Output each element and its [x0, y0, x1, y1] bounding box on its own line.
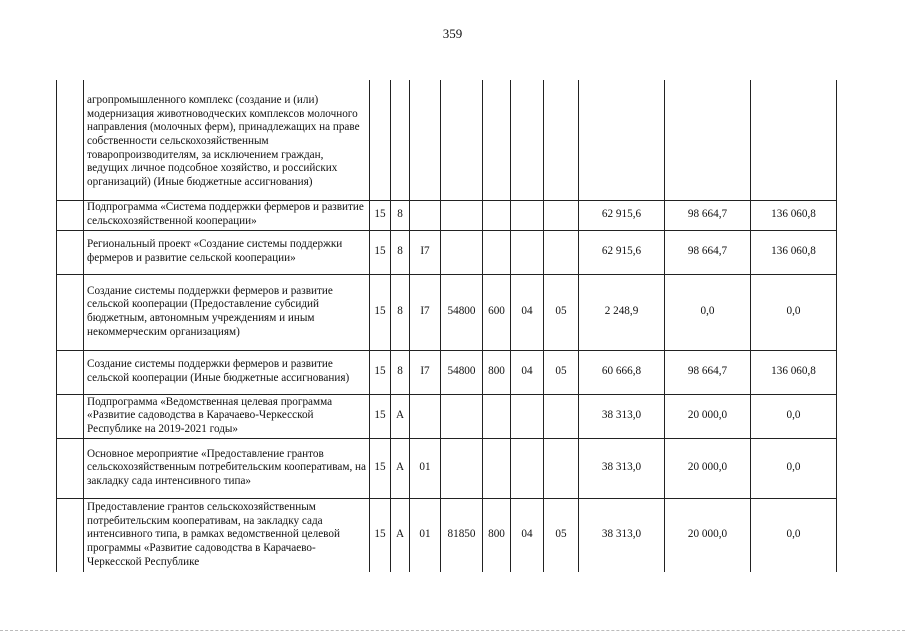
direction-code: 81850 — [441, 498, 483, 572]
pp-code: А — [391, 498, 410, 572]
row-number-cell — [57, 274, 84, 350]
amount-2021: 0,0 — [751, 498, 837, 572]
amount-2019: 38 313,0 — [579, 438, 665, 498]
item-name: Подпрограмма «Ведомственная целевая программа «Развитие садоводства в Карачаево-Черкесской Республике на 2019-2021 годы» — [84, 394, 370, 438]
gp-code: 15 — [370, 274, 391, 350]
expense-type-code: 600 — [483, 274, 511, 350]
subsection-code: 05 — [544, 350, 579, 394]
pp-code: 8 — [391, 200, 410, 230]
amount-2019: 62 915,6 — [579, 200, 665, 230]
amount-2019: 38 313,0 — [579, 394, 665, 438]
os-code — [410, 80, 441, 200]
expense-type-code — [483, 80, 511, 200]
direction-code — [441, 230, 483, 274]
amount-2019: 38 313,0 — [579, 498, 665, 572]
section-code — [511, 200, 544, 230]
section-code — [511, 438, 544, 498]
subsection-code: 05 — [544, 274, 579, 350]
section-code — [511, 230, 544, 274]
subsection-code — [544, 230, 579, 274]
item-name: Основное мероприятие «Предоставление грантов сельскохозяйственным потребительским кооперативам, на закладку сада интенсивного типа» — [84, 438, 370, 498]
subsection-code: 05 — [544, 498, 579, 572]
os-code: 01 — [410, 498, 441, 572]
item-name: Подпрограмма «Система поддержки фермеров и развитие сельскохозяйственной кооперации» — [84, 200, 370, 230]
section-code: 04 — [511, 274, 544, 350]
amount-2019 — [579, 80, 665, 200]
row-number-cell — [57, 200, 84, 230]
amount-2020: 98 664,7 — [665, 350, 751, 394]
direction-code — [441, 80, 483, 200]
row-number-cell — [57, 394, 84, 438]
table-row — [57, 498, 837, 572]
pp-code: А — [391, 394, 410, 438]
subsection-code — [544, 200, 579, 230]
section-code — [511, 80, 544, 200]
amount-2021: 136 060,8 — [751, 200, 837, 230]
amount-2021: 136 060,8 — [751, 230, 837, 274]
subsection-code — [544, 80, 579, 200]
amount-2021: 0,0 — [751, 394, 837, 438]
gp-code: 15 — [370, 350, 391, 394]
expense-type-code — [483, 394, 511, 438]
gp-code: 15 — [370, 230, 391, 274]
pp-code: 8 — [391, 350, 410, 394]
pp-code — [391, 80, 410, 200]
gp-code: 15 — [370, 438, 391, 498]
amount-2021: 0,0 — [751, 438, 837, 498]
subsection-code — [544, 394, 579, 438]
expense-type-code — [483, 438, 511, 498]
pp-code: 8 — [391, 230, 410, 274]
direction-code — [441, 200, 483, 230]
section-code: 04 — [511, 350, 544, 394]
os-code — [410, 394, 441, 438]
row-number-cell — [57, 438, 84, 498]
page-number: 359 — [442, 26, 463, 41]
table-row — [57, 200, 837, 230]
row-number-cell — [57, 230, 84, 274]
amount-2021 — [751, 80, 837, 200]
os-code: I7 — [410, 350, 441, 394]
row-number-cell — [57, 498, 84, 572]
gp-code: 15 — [370, 200, 391, 230]
table-row — [57, 274, 837, 350]
section-code: 04 — [511, 498, 544, 572]
gp-code: 15 — [370, 394, 391, 438]
table-row — [57, 438, 837, 498]
amount-2021: 0,0 — [751, 274, 837, 350]
item-name: Создание системы поддержки фермеров и развитие сельской кооперации (Иные бюджетные ассигнования) — [84, 350, 370, 394]
expense-type-code: 800 — [483, 350, 511, 394]
direction-code — [441, 438, 483, 498]
budget-table — [56, 80, 837, 572]
item-name: Региональный проект «Создание системы поддержки фермеров и развитие сельской кооперации» — [84, 230, 370, 274]
amount-2020: 98 664,7 — [665, 230, 751, 274]
table-row — [57, 350, 837, 394]
pp-code: 8 — [391, 274, 410, 350]
amount-2020: 20 000,0 — [665, 498, 751, 572]
row-number-cell — [57, 350, 84, 394]
table-row — [57, 394, 837, 438]
direction-code: 54800 — [441, 274, 483, 350]
expense-type-code — [483, 230, 511, 274]
item-name: Создание системы поддержки фермеров и развитие сельской кооперации (Предоставление субсидий бюджетным, автономным учреждениям и иным некоммерческим организациям) — [84, 274, 370, 350]
os-code: I7 — [410, 274, 441, 350]
expense-type-code — [483, 200, 511, 230]
pp-code: А — [391, 438, 410, 498]
gp-code: 15 — [370, 498, 391, 572]
section-code — [511, 394, 544, 438]
amount-2020: 20 000,0 — [665, 438, 751, 498]
gp-code — [370, 80, 391, 200]
expense-type-code: 800 — [483, 498, 511, 572]
amount-2020: 20 000,0 — [665, 394, 751, 438]
amount-2021: 136 060,8 — [751, 350, 837, 394]
direction-code — [441, 394, 483, 438]
amount-2020: 98 664,7 — [665, 200, 751, 230]
direction-code: 54800 — [441, 350, 483, 394]
amount-2019: 62 915,6 — [579, 230, 665, 274]
table-row — [57, 80, 837, 200]
os-code — [410, 200, 441, 230]
os-code: I7 — [410, 230, 441, 274]
amount-2020 — [665, 80, 751, 200]
item-name: Предоставление грантов сельскохозяйственным потребительским кооперативам, на закладку сада интенсивного типа, в рамках ведомственной целевой программы «Развитие садоводства в Карачаево-Черкесской Республике — [84, 498, 370, 572]
amount-2019: 60 666,8 — [579, 350, 665, 394]
subsection-code — [544, 438, 579, 498]
page-bottom-rule — [0, 630, 905, 631]
amount-2019: 2 248,9 — [579, 274, 665, 350]
amount-2020: 0,0 — [665, 274, 751, 350]
row-number-cell — [57, 80, 84, 200]
item-name: агропромышленного комплекс (создание и (или) модернизация животноводческих комплексов молочного направления (молочных ферм), принадлежащих на праве собственности сельскохозяйственным товаропроизводителям, за исключением граждан, ведущих личное подсобное хозяйство, и российских организаций) (Иные бюджетные ассигнования) — [84, 80, 370, 200]
os-code: 01 — [410, 438, 441, 498]
table-row — [57, 230, 837, 274]
